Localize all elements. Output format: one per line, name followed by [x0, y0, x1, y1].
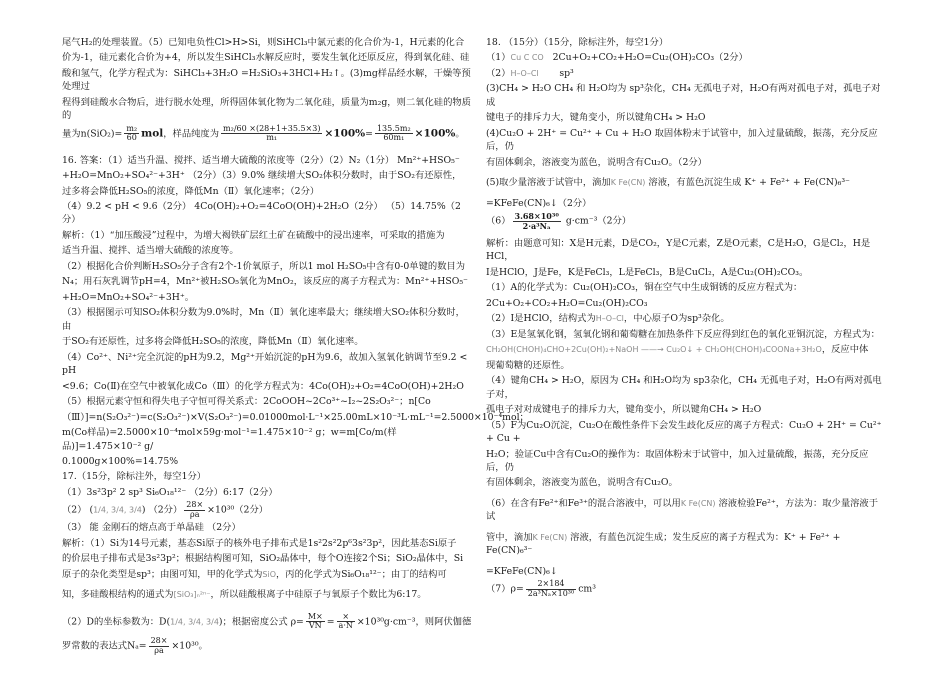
fraction-numerator: 135.5m₂ — [376, 123, 411, 133]
density-formula-line — [62, 613, 472, 631]
text-line: <9.6；Co(Ⅱ)在空气中被氧化成Co（Ⅲ）的化学方程式为：4Co(OH)₂+O₂=4CoO(OH)+2H₂O — [62, 380, 464, 392]
formula-image: K Fe(CN) — [610, 178, 646, 188]
text-line: +H₂O=MnO₂+SO₄²⁻+3H⁺。 — [62, 291, 195, 303]
fraction-numerator: m₂ — [126, 123, 138, 133]
formula-line — [486, 343, 886, 356]
formula-line — [486, 312, 886, 325]
formula-image: SiO — [262, 569, 276, 579]
formula-image: K Fe(CN) — [680, 498, 716, 508]
fraction-numerator: × — [337, 613, 355, 622]
formula-image: Cu C CO — [510, 53, 544, 63]
text-line: H₂O；验证Cu中含有Cu₂O的操作为：取固体粉末于试管中，加入过量硫酸，振荡，充分反应后，仍 — [486, 448, 869, 473]
text-fragment: （2）D的坐标参数为：D( — [62, 615, 171, 627]
text-line: 价为-1，硅元素化合价为+4，所以发生SiHCl₃水解反应时，要发生氧化还原反应，得到氧化硅、硅 — [62, 52, 470, 64]
percent-text: ×100% — [414, 127, 456, 140]
text-line: 过多将会降低H₂SO₅的浓度，降低Mn（Ⅱ）氧化速率；（2分） — [62, 185, 320, 197]
text-fragment: （2） — [486, 67, 511, 79]
fraction-numerator: 28× — [186, 500, 204, 510]
fraction-denominator: VN — [308, 620, 322, 630]
percent-text: ×100% — [324, 127, 366, 140]
q18-section — [486, 36, 886, 598]
fraction — [337, 613, 355, 631]
text-fragment: 知，多硅酸根结构的通式为 — [62, 589, 174, 601]
fraction-denominator: 2·a³Nₐ — [522, 220, 551, 231]
text-fragment: 2Cu+O₂+CO₂+H₂O=Cu₂(OH)₂CO₃（2分） — [552, 52, 748, 64]
text-fragment: 溶液，有蓝色沉淀生成 K⁺ + Fe²⁺ + Fe(CN)₆³⁻ — [648, 177, 850, 189]
text-line: 于SO₂有还原性，过多将会降低H₂SO₅的浓度，降低Mn（Ⅱ）氧化速率。 — [62, 336, 364, 348]
fraction-denominator: 60m₁ — [383, 133, 405, 143]
fraction-denominator: 2a³Nₐ×10³⁰ — [527, 588, 575, 598]
text-line: +H₂O=MnO₂+SO₄²⁻+3H⁺ （2分）（3）9.0% 继续增大SO₂体积分数时，由于SO₂有还原性， — [62, 170, 462, 182]
right-column — [486, 36, 886, 600]
equals-sign: = — [326, 615, 335, 627]
text-line: 解析：（1）Si为14号元素，基态Si原子的核外电子排布式是1s²2s²2p⁶3s²3p²，因此基态Si原子 — [62, 537, 457, 549]
fraction — [149, 637, 170, 655]
text-line: I是HClO，J是Fe，K是FeCl₃，L是FeCl₃，B是CuCl₂，A是Cu₂(OH)₂CO₃。 — [486, 266, 809, 278]
text-fragment: )；根据密度公式 ρ= — [218, 615, 304, 627]
fraction-denominator: m₁ — [266, 133, 278, 143]
formula-line — [486, 67, 886, 80]
text-fragment: sp³ — [559, 67, 574, 79]
fraction — [513, 212, 561, 230]
fraction — [375, 125, 413, 143]
text-line: （4）键角CH₄ > H₂O，原因为 CH₄ 和H₂O均为 sp3杂化，CH₄ 无孤电子对，H₂O有两对孤电子对， — [486, 375, 882, 400]
text-fragment: ×10³⁰。 — [171, 640, 208, 652]
text-fragment: ) （2分） — [141, 504, 183, 516]
text-line: 18. （15分）（15分，除标注外，每空1分） — [486, 37, 669, 48]
q15-tail-section — [62, 36, 472, 143]
text-fragment: 溶液检验Fe²⁺，方法为：取少量溶液于试 — [486, 497, 879, 523]
text-fragment: （2） ( — [62, 504, 94, 516]
text-line: （Ⅲ）]=n(S₂O₃²⁻)=c(S₂O₃²⁻)×V(S₂O₃²⁻)=0.01000mol·L⁻¹×25.00mL×10⁻³L·mL⁻¹=2.5000×10⁻⁴mol； — [62, 411, 529, 423]
text-line: =KFeFe(CN)₆↓ — [486, 565, 558, 577]
text-fragment: ，所以硅酸根离子中硅原子与氧原子个数比为6:17。 — [210, 589, 427, 601]
text-fragment: 罗常数的表达式Nₐ= — [62, 640, 147, 652]
text-line: （3）根据图示可知SO₂体积分数为9.0%时，Mn（Ⅱ）氧化速率最大；继续增大SO₂体积分数时，由 — [62, 307, 465, 332]
text-fragment: g·cm⁻³（2分） — [565, 215, 632, 227]
text-line: （4）9.2 < pH < 9.6（2分） 4Co(OH)₂+O₂=4CoO(OH)+2H₂O（2分） （5）14.75%（2分） — [62, 201, 461, 226]
spacer — [62, 604, 472, 613]
formula-line — [486, 531, 886, 558]
text-line: 17.（15分，除标注外，每空1分） — [62, 471, 207, 483]
text-line: （5）F为Cu₂O沉淀，Cu₂O在酸性条件下会发生歧化反应的离子方程式：Cu₂O + 2H⁺ = Cu²⁺ + Cu + — [486, 419, 882, 445]
text-line: 适当升温、搅拌、适当增大硫酸的浓度等。 — [62, 245, 239, 257]
text-fragment: （2）I是HClO，结构式为 — [486, 313, 596, 325]
text-line: 酸和氢气，化学方程式为：SiHCl₃+3H₂O =H₂SiO₃+3HCl+H₂↑。(3)mg样品经水解，干燥等预处理过 — [62, 67, 471, 93]
coordinate-fractions: 1/4, 3/4, 3/4 — [170, 616, 219, 626]
formula-image: H–O–Cl — [510, 68, 539, 78]
text-fragment: 量为n(SiO₂)= — [62, 128, 123, 140]
text-line: 有固体剩余，溶液变为蓝色，说明含有Cu₂O。（2分） — [486, 156, 707, 168]
fraction — [124, 125, 139, 143]
text-line: 解析：（1）“加压酸浸”过程中，为增大褐铁矿层红土矿在硫酸中的浸出速率，可采取的措施为 — [62, 229, 445, 241]
fraction — [221, 125, 322, 143]
fraction-numerator: 2×184 — [526, 580, 576, 589]
fraction-numerator: 28× — [150, 636, 168, 646]
text-fragment: ，样品纯度为 — [163, 128, 220, 140]
text-line: （3） 能 金刚石的熔点高于单晶硅 （2分） — [62, 522, 241, 534]
coordinate-fractions: 1/4, 3/4, 3/4 — [93, 505, 142, 515]
formula-line — [486, 51, 886, 64]
text-line: =KFeFe(CN)₆↓（2分） — [486, 197, 592, 209]
text-line: (3)CH₄ > H₂O CH₄ 和 H₂O均为 sp³杂化，CH₄ 无孤电子对，H₂O有两对孤电子对，孤电子对成 — [486, 83, 881, 108]
text-line: 16. 答案：（1）适当升温、搅拌、适当增大硫酸的浓度等（2分）（2）N₂（1分） Mn²⁺+HSO₅⁻ — [62, 154, 460, 166]
coordinate-answer-line — [62, 501, 472, 519]
text-line: m(Co样品)=2.5000×10⁻⁴mol×59g·mol⁻¹=1.475×10⁻² g；w=m[Co/m(样品)]=1.475×10⁻² g/ — [62, 427, 397, 452]
text-line: N₄；用石灰乳调节pH=4，Mn²⁺被H₂SO₅氧化为MnO₂，该反应的离子方程式为：Mn²⁺+HSO₅⁻ — [62, 276, 468, 288]
fraction-denominator: ρa — [189, 509, 200, 519]
unit-text: mol — [141, 127, 164, 140]
fraction — [184, 501, 205, 519]
fraction-denominator: a·N — [338, 620, 353, 630]
text-fragment: 。 — [455, 128, 465, 140]
fraction — [526, 580, 576, 598]
text-fragment: cm³ — [578, 583, 596, 595]
spacer — [62, 145, 472, 154]
text-line: （3）E是氢氧化钢，氢氧化钢和葡萄糖在加热条件下反应得到红色的氧化亚铜沉淀，方程式为： — [486, 328, 880, 340]
text-fragment: 溶液，有蓝色沉淀生成；发生反应的离子方程式为：K⁺ + Fe²⁺ + Fe(CN)₆³⁻ — [486, 531, 841, 557]
equals-sign: = — [365, 128, 373, 140]
text-fragment: ×10³⁰g·cm⁻³，则阿伏伽德 — [356, 615, 472, 627]
formula-image: K Fe(CN) — [532, 532, 568, 542]
avogadro-formula-line — [62, 637, 472, 655]
text-line: （1）A的化学式为：Cu₂(OH)₂CO₃，铜在空气中生成铜锈的反应方程式为： — [486, 282, 803, 294]
text-fragment: （6） — [486, 215, 511, 227]
text-fragment: (5)取少量溶液于试管中，滴加 — [486, 177, 611, 189]
fraction-numerator: M× — [307, 611, 323, 621]
fraction — [306, 613, 325, 631]
fraction-denominator: ρa — [154, 645, 164, 655]
text-fragment: （7）ρ= — [486, 583, 524, 595]
text-line: 2Cu+O₂+CO₂+H₂O=Cu₂(OH)₂CO₃ — [486, 297, 648, 309]
fraction-numerator: 3.68×10³⁰ — [514, 211, 559, 222]
fraction-numerator: m₂/60 ×(28+1+35.5×3) — [223, 123, 321, 133]
text-fragment: ×10³⁰（2分） — [207, 504, 269, 516]
q17-section — [62, 470, 472, 655]
text-line: 程得到硅酸水合物后，进行脱水处理，所得固体氧化物为二氧化硅，质量为m₂g，则二氧化硅的物质的 — [62, 96, 471, 122]
text-line: （4）Co²⁺、Ni²⁺完全沉淀的pH为9.2，Mg²⁺开始沉淀的pH为9.6，故加入氢氧化钠调节至9.2 < pH — [62, 351, 468, 377]
fraction-denominator: 60 — [126, 133, 137, 143]
formula-image: CH₂OH(CHOH)₄CHO+2Cu(OH)₂+NaOH ——→ Cu₂O↓ + CH₂OH(CHOH)₄COONa+3H₂O — [486, 345, 822, 355]
text-line: 解析：由题意可知：X是H元素，D是CO₂，Y是C元素，Z是O元素，C是H₂O，G是Cl₂，H是HCl， — [486, 237, 871, 263]
purity-formula-line — [62, 125, 472, 143]
text-fragment: ，反应中体 — [821, 344, 869, 356]
formula-line — [486, 497, 886, 524]
text-line: 尾气H₂的处理装置。（5）已知电负性Cl>H>Si，则SiHCl₃中氯元素的化合价为-1，H元素的化合 — [62, 37, 465, 48]
text-fragment: （6）在含有Fe²⁺和Fe³⁺的混合溶液中，可以用 — [486, 497, 681, 509]
text-line: 0.1000g×100%=14.75% — [62, 455, 179, 467]
formula-image: [SiO₃]ₙ²ⁿ⁻ — [173, 590, 211, 600]
text-fragment: （1） — [486, 52, 511, 64]
text-line: 现葡萄糖的还原性。 — [486, 359, 570, 371]
text-fragment: ，中心原子O为sp³杂化。 — [623, 313, 730, 325]
text-line: （5）根据元素守恒和得失电子守恒可得关系式：2CoOOH~2Co³⁺~I₂~2S₂O₃²⁻；n[Co — [62, 396, 431, 408]
formula-line — [62, 588, 472, 601]
text-line: 孤电子对对成键电子的排斥力大，键角变小，所以键角CH₄ > H₂O — [486, 404, 762, 416]
text-fragment: 原子的杂化类型是sp³；由图可知，甲的化学式为 — [62, 568, 263, 580]
density-formula-line — [486, 580, 886, 598]
text-line: （1）3s²3p² 2 sp³ Si₆O₁₈¹²⁻ （2分）6:17（2分） — [62, 486, 278, 498]
text-line: (4)Cu₂O + 2H⁺ = Cu²⁺ + Cu + H₂O 取固体粉末于试管中，加入过量硫酸，振荡，充分反应后，仍 — [486, 127, 878, 153]
text-fragment: ，丙的化学式为Si₆O₁₈¹²⁻；由丁的结构可 — [276, 568, 447, 580]
text-line: 的价层电子排布式是3s²3p²；根据结构图可知，SiO₂晶体中，每个O连接2个Si；SiO₂晶体中，Si — [62, 553, 464, 565]
formula-line — [486, 176, 886, 189]
formula-line — [62, 568, 472, 581]
text-line: 键电子的排斥力大，键角变小，所以键角CH₄ > H₂O — [486, 112, 706, 124]
density-answer-line — [486, 212, 886, 230]
text-line: （2）根据化合价判断H₂SO₅分子含有2个-1价氧原子，所以1 mol H₂SO₅中含有0-0单键的数目为 — [62, 260, 466, 272]
formula-image: H–O–Cl — [595, 314, 624, 324]
text-fragment: 管中，滴加 — [486, 531, 533, 543]
text-line: 有固体剩余，溶液变为蓝色，说明含有Cu₂O。 — [486, 477, 678, 489]
